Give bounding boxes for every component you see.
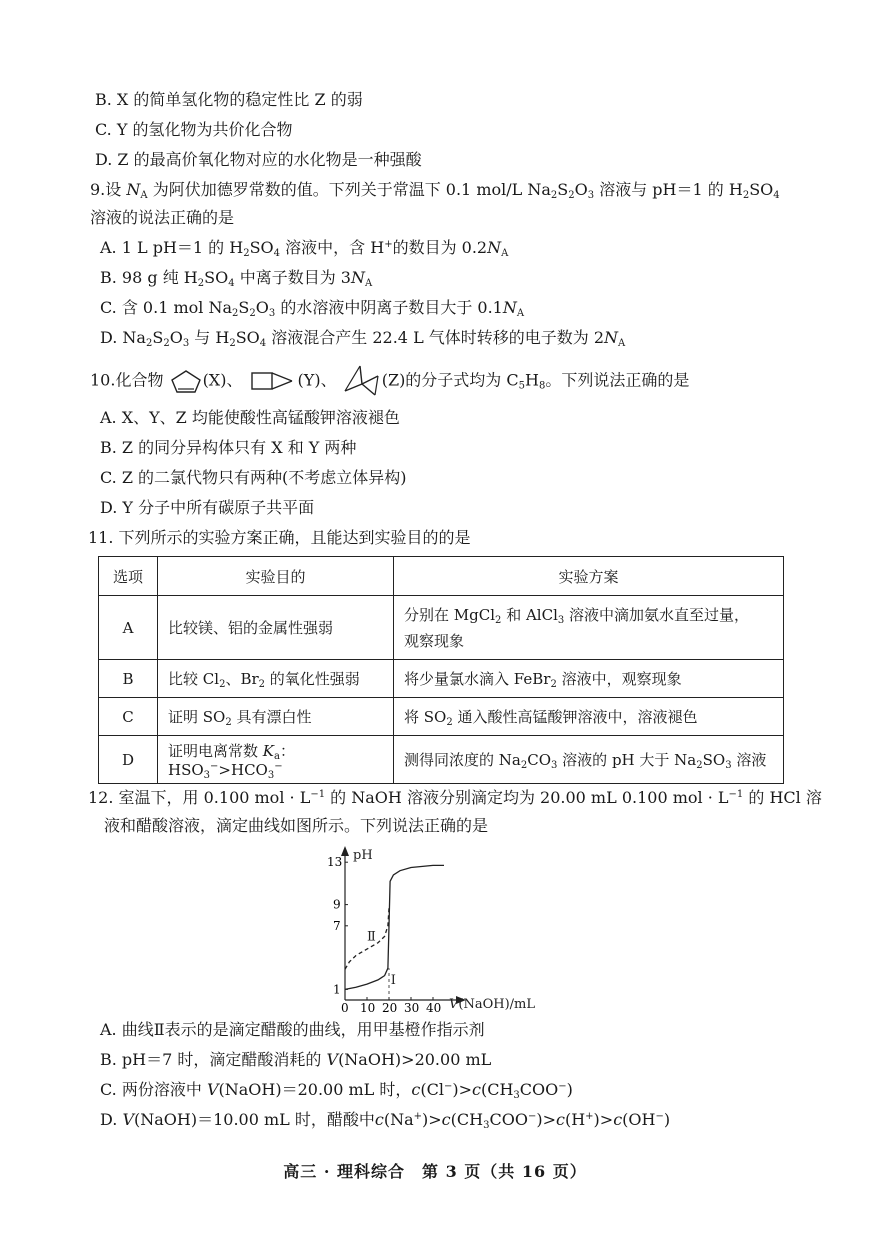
- header-plan: 实验方案: [394, 557, 784, 596]
- q10-option-c: C. Z 的二氯代物只有两种(不考虑立体异构): [100, 468, 407, 487]
- methylenecyclobutane-icon: [248, 368, 298, 394]
- x-tick-label: 40: [426, 1001, 442, 1012]
- row-c-option: C: [99, 698, 158, 736]
- cyclopentene-icon: [169, 368, 203, 394]
- table-row: [99, 698, 784, 736]
- header-option: 选项: [99, 557, 158, 596]
- q12-option-a: A. 曲线Ⅱ表示的是滴定醋酸的曲线，用甲基橙作指示剂: [100, 1020, 485, 1039]
- q12-option-b: B. pH＝7 时，滴定醋酸消耗的 V(NaOH)>20.00 mL: [100, 1050, 492, 1069]
- y-tick-label: 7: [333, 918, 341, 933]
- q8-option-d: D. Z 的最高价氧化物对应的水化物是一种强酸: [95, 150, 422, 169]
- row-c-purpose: 证明 $SO_2$ 具有漂白性: [158, 698, 394, 736]
- q8-option-c: C. Y 的氢化物为共价化合物: [95, 120, 293, 139]
- y-tick-label: 1: [333, 982, 341, 997]
- q12-option-d: D. V(NaOH)＝10.00 mL 时，醋酸中$c(Na^+)>c(CH_3COO^-)>c(H^+)>c(OH^-)$: [100, 1110, 671, 1131]
- curve-label-i: Ⅰ: [390, 973, 396, 989]
- q9-stem-line2: 溶液的说法正确的是: [90, 208, 235, 227]
- header-purpose: 实验目的: [158, 557, 394, 596]
- x-tick-label: 20: [382, 1001, 398, 1012]
- table-row: [99, 660, 784, 698]
- q9-option-c: C. 含 0.1 mol $Na_2S_2O_3$ 的水溶液中阴离子数目大于 $0.1N_A$: [100, 298, 525, 319]
- curve-label-ii: Ⅱ: [367, 929, 376, 945]
- row-a-plan: 分别在 MgCl$_2$ 和 AlCl$_3$ 溶液中滴加氨水直至过量， 观察现象: [394, 596, 784, 660]
- q10-option-a: A. X、Y、Z 均能使酸性高锰酸钾溶液褪色: [100, 408, 400, 427]
- q12-stem-line2: 液和醋酸溶液，滴定曲线如图所示。下列说法正确的是: [104, 816, 489, 835]
- series-group: [345, 865, 444, 989]
- q8-option-b: B. X 的简单氢化物的稳定性比 Z 的弱: [95, 90, 363, 109]
- titration-chart: [325, 842, 585, 1012]
- table-header-row: [99, 557, 784, 596]
- row-b-purpose: 比较 $Cl_2$、$Br_2$ 的氧化性强弱: [158, 660, 394, 698]
- x-tick-label: 0: [341, 1001, 349, 1012]
- table-row: [99, 596, 784, 660]
- x-ticks: [341, 997, 441, 1012]
- y-tick-label: 9: [333, 897, 341, 912]
- row-c-plan: 将 $SO_2$ 通入酸性高锰酸钾溶液中，溶液褪色: [394, 698, 784, 736]
- row-d-purpose: 证明电离常数 $K_a$：$HSO_3^->HCO_3^-$: [158, 736, 394, 784]
- row-a-option: A: [99, 596, 158, 660]
- y-tick-label: 13: [327, 855, 343, 870]
- table-row: [99, 736, 784, 784]
- row-d-plan: 测得同浓度的 $Na_2CO_3$ 溶液的 pH 大于 $Na_2SO_3$ 溶液: [394, 736, 784, 784]
- y-axis-label: pH: [353, 848, 373, 863]
- experiment-table: [98, 556, 784, 784]
- bicyclic-z-icon: [342, 364, 382, 398]
- x-tick-label: 30: [404, 1001, 420, 1012]
- q12-stem: 12. 室温下，用 0.100 mol · $L^{-1}$ 的 NaOH 溶液分别滴定均为 20.00 mL 0.100 mol · $L^{-1}$ 的 HCl 溶: [88, 788, 822, 807]
- row-b-option: B: [99, 660, 158, 698]
- titration-curve-i: [345, 865, 444, 989]
- row-b-plan: 将少量氯水滴入 FeBr$_2$ 溶液中，观察现象: [394, 660, 784, 698]
- q10-stem: 10.化合物 (X)、 (Y)、 (Z)的分子式均为 $C_5H_8$。下列说法正确的是: [90, 364, 689, 398]
- row-a-purpose: 比较镁、铝的金属性强弱: [158, 596, 394, 660]
- page-footer: 高三 · 理科综合 第 3 页（共 16 页）: [283, 1162, 587, 1181]
- q9-option-a: A. 1 L pH＝1 的 $H_2SO_4$ 溶液中，含 H+的数目为 $0.2N_A$: [100, 238, 509, 259]
- x-tick-label: 10: [360, 1001, 376, 1012]
- q10-option-d: D. Y 分子中所有碳原子共平面: [100, 498, 315, 517]
- q10-option-b: B. Z 的同分异构体只有 X 和 Y 两种: [100, 438, 357, 457]
- q9-option-b: B. 98 g 纯 $H_2SO_4$ 中离子数目为 $3N_A$: [100, 268, 373, 289]
- row-d-option: D: [99, 736, 158, 784]
- q12-option-c: C. 两份溶液中 V(NaOH)＝20.00 mL 时，$c(Cl^-)>c(CH_3COO^-)$: [100, 1080, 573, 1101]
- q11-stem: 11. 下列所示的实验方案正确，且能达到实验目的的是: [88, 528, 471, 547]
- x-axis-label: V(NaOH)/mL: [449, 997, 535, 1012]
- q9-stem: 9.设 $N_A$ 为阿伏加德罗常数的值。下列关于常温下 0.1 mol/L $Na_2S_2O_3$ 溶液与 pH＝1 的 $H_2SO_4$: [90, 180, 780, 201]
- q9-option-d: D. $Na_2S_2O_3$ 与 $H_2SO_4$ 溶液混合产生 22.4 L 气体时转移的电子数为 $2N_A$: [100, 328, 626, 349]
